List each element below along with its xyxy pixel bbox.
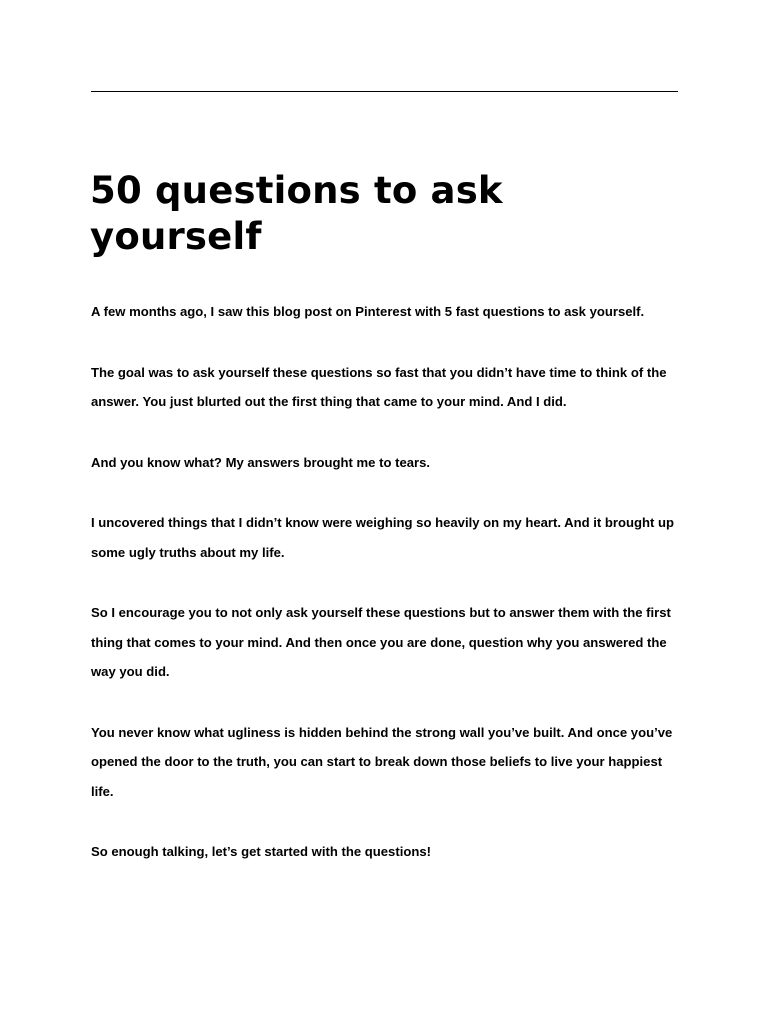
page-title	[90, 168, 690, 260]
paragraph-line: some ugly truths about my life.	[91, 544, 285, 560]
paragraph-goal	[91, 358, 691, 417]
paragraph-uncovered	[91, 508, 691, 567]
article-body	[91, 297, 691, 898]
paragraph-line: The goal was to ask yourself these questions so fast that you didn’t have time to think of the	[91, 364, 667, 380]
paragraph-line: life.	[91, 783, 114, 799]
paragraph-line: opened the door to the truth, you can start to break down those beliefs to live your happiest	[91, 754, 663, 769]
title-line: 50 questions to ask	[90, 169, 503, 212]
paragraph-line: thing that comes to your mind. And then once you are done, question why you answered the	[91, 634, 667, 650]
title-line: yourself	[90, 215, 262, 258]
paragraph-line: A few months ago, I saw this blog post on Pinterest with 5 fast questions to ask yourself.	[91, 304, 645, 319]
paragraph-line: So enough talking, let’s get started with the questions!	[91, 844, 431, 859]
paragraph-line: answer. You just blurted out the first thing that came to your mind. And I did.	[91, 394, 567, 409]
paragraph-wall	[91, 718, 691, 807]
paragraph-line: way you did.	[91, 664, 170, 679]
paragraph-line: So I encourage you to not only ask yourself these questions but to answer them with the first	[91, 605, 671, 620]
horizontal-rule	[91, 91, 678, 92]
paragraph-tears	[91, 448, 691, 478]
paragraph-line: And you know what? My answers brought me to tears.	[91, 454, 431, 470]
paragraph-intro	[91, 297, 691, 327]
paragraph-line: I uncovered things that I didn’t know were weighing so heavily on my heart. And it brought up	[91, 515, 674, 530]
paragraph-start	[91, 837, 691, 867]
paragraph-encourage	[91, 598, 691, 687]
paragraph-line: You never know what ugliness is hidden behind the strong wall you’ve built. And once you’ve	[91, 724, 673, 740]
